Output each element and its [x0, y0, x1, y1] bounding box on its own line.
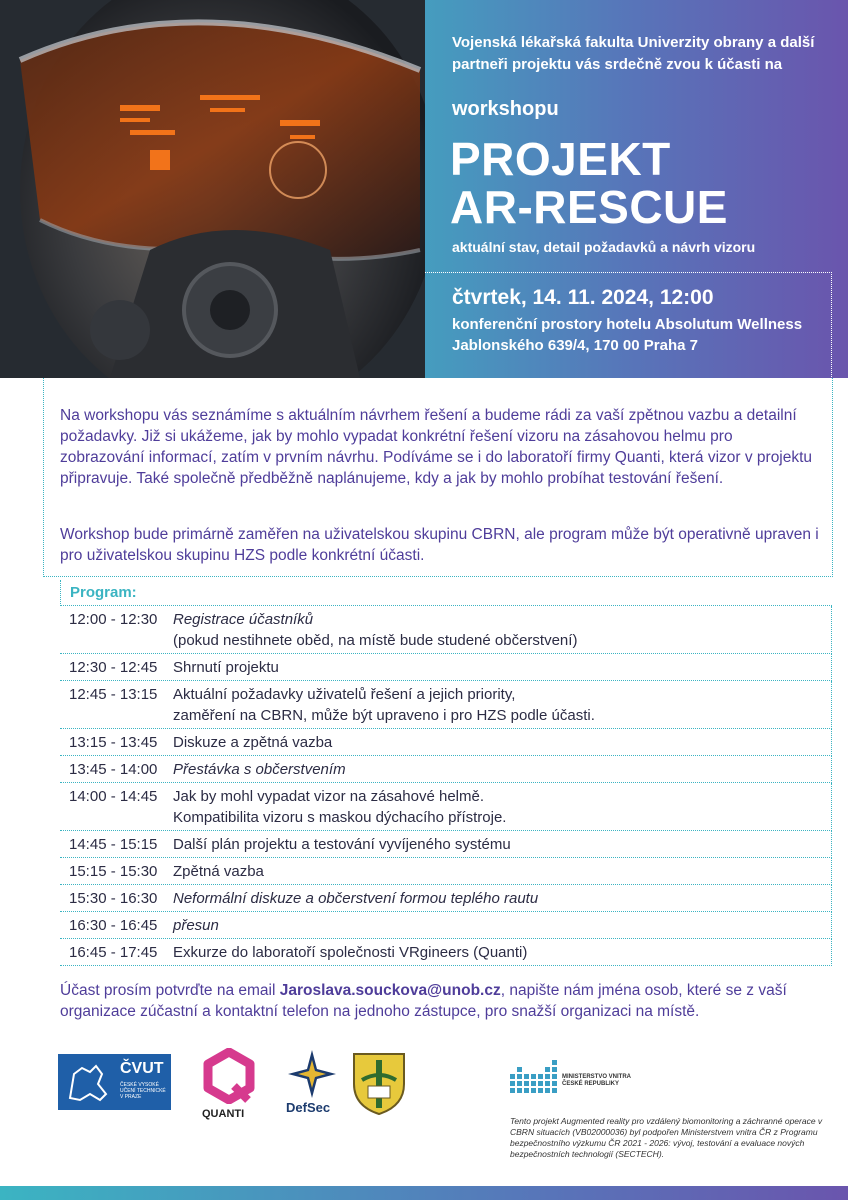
program-row [60, 858, 832, 885]
program-description [173, 609, 831, 651]
program-row [60, 783, 832, 831]
program-time: 14:45 - 15:15 [69, 836, 158, 853]
program-description: Diskuze a zpětná vazba [173, 734, 333, 751]
program-description: Neformální diskuze a občerstvení formou teplého rautu [173, 890, 539, 907]
quanti-q-icon [202, 1048, 256, 1104]
ministry-interior-logo [510, 1060, 631, 1099]
program-item-title: Registrace účastníků [173, 611, 314, 628]
rsvp-prefix: Účast prosím potvrďte na email [60, 982, 280, 999]
cvut-lion-icon [60, 1054, 116, 1110]
venue-address: Jablonského 639/4, 170 00 Praha 7 [452, 337, 698, 354]
rsvp-text [60, 980, 830, 1022]
intro-paragraph-1: Na workshopu vás seznámíme s aktuálním návrhem řešení a budeme rádi za vaší zpětnou vazbu a detailní požadavky. Již si ukážeme, jak by mohlo vypadat konkrétní řešení vizoru na zásahovou helmu pro zobrazování informací, zatím v prvním návrhu. Podíváme se i do laboratoří firmy Quanti, která vizor v projektu připravuje. Také společně předběžně naplánujeme, kdy a jak by mohlo probíhat testování řešení. [60, 407, 813, 487]
cvut-logo-subtext: ČESKÉ VYSOKÉ UČENÍ TECHNICKÉ V PRAZE [120, 1082, 166, 1100]
ministry-label: MINISTERSTVO VNITRA ČESKÉ REPUBLIKY [562, 1074, 631, 1087]
university-defence-shield-logo [350, 1050, 408, 1116]
program-row [60, 831, 832, 858]
program-row [60, 939, 832, 966]
program-description: přesun [173, 917, 219, 934]
program-time: 15:30 - 16:30 [69, 890, 158, 907]
program-description: Další plán projektu a testování vyvíjeného systému [173, 836, 511, 853]
program-time: 15:15 - 15:30 [69, 863, 158, 880]
program-row [60, 885, 832, 912]
program-description [173, 786, 831, 828]
bottom-gradient-bar [0, 1186, 848, 1200]
defsec-logo [284, 1048, 340, 1118]
program-description: Zpětná vazba [173, 863, 264, 880]
program-row [60, 912, 832, 939]
rsvp-suffix: , napište nám jména osob, které se z vaší organizace zúčastní a kontaktní telefon na jednoho zástupce, pro snažší organizaci na místě. [60, 982, 787, 1020]
defsec-logo-text: DefSec [286, 1100, 331, 1115]
program-time: 13:15 - 13:45 [69, 734, 158, 751]
quanti-logo [202, 1048, 256, 1118]
event-venue [452, 314, 802, 356]
program-row [60, 681, 832, 729]
program-time: 12:45 - 13:15 [69, 686, 158, 703]
defsec-star-icon [284, 1048, 340, 1100]
cvut-logo-text: ČVUT [120, 1060, 164, 1077]
program-row [60, 606, 832, 654]
event-details [452, 286, 802, 356]
grant-acknowledgement: Tento projekt Augmented reality pro vzdálený biomonitoring a záchranné operace v CBRN situacích (VB02000036) byl podpořen Ministerstvem vnitra ČR z Programu bezpečnostního výzkumu ČR 2021 - 2026: vývoj, testování a evaluace nových bezpečnostních technologií (SECTECH). [510, 1116, 823, 1159]
program-time: 13:45 - 14:00 [69, 761, 158, 778]
hero-helmet-photo [0, 0, 425, 378]
program-time: 12:30 - 12:45 [69, 659, 158, 676]
program-time: 12:00 - 12:30 [69, 611, 158, 628]
hero-banner [0, 0, 848, 378]
event-date: čtvrtek, 14. 11. 2024, 12:00 [452, 286, 714, 309]
program-item-note: zaměření na CBRN, může být upraveno i pro HZS podle účasti. [173, 707, 595, 724]
shield-icon [350, 1050, 408, 1116]
venue-name: konferenční prostory hotelu Absolutum Wellness [452, 316, 803, 333]
program-description: Exkurze do laboratoří společnosti VRgineers (Quanti) [173, 944, 528, 961]
program-row [60, 654, 832, 681]
rsvp-email-link[interactable]: Jaroslava.souckova@unob.cz [279, 982, 501, 999]
program-item-title: Jak by mohl vypadat vizor na zásahové helmě. [173, 788, 484, 805]
program-item-title: Aktuální požadavky uživatelů řešení a jejich priority, [173, 686, 516, 703]
helmet-illustration [0, 0, 425, 378]
project-title-line1: PROJEKT [450, 133, 671, 185]
program-row [60, 729, 832, 756]
ministry-dots-icon [510, 1060, 558, 1094]
quanti-logo-text: QUANTI [202, 1108, 245, 1120]
program-table [60, 580, 832, 966]
program-time: 16:45 - 17:45 [69, 944, 158, 961]
hero-text-block [452, 32, 832, 255]
invitation-text: Vojenská lékařská fakulta Univerzity obrany a další partneři projektu vás srdečně zvou k účasti na [452, 34, 815, 73]
project-subtitle: aktuální stav, detail požadavků a návrh vizoru [452, 239, 756, 255]
program-description: Shrnutí projektu [173, 659, 279, 676]
cvut-logo [58, 1054, 171, 1110]
program-item-note: Kompatibilita vizoru s maskou dýchacího přístroje. [173, 809, 507, 826]
program-description: Přestávka s občerstvením [173, 761, 346, 778]
workshop-label: workshopu [452, 98, 559, 120]
program-item-note: (pokud nestihnete oběd, na místě bude studené občerstvení) [173, 632, 578, 649]
intro-paragraph-2: Workshop bude primárně zaměřen na uživatelskou skupinu CBRN, ale program může být operativně upraven i pro uživatelskou skupinu HZS podle konkrétní účasti. [60, 526, 819, 564]
project-title [450, 135, 832, 231]
program-row [60, 756, 832, 783]
program-description [173, 684, 831, 726]
project-title-line2: AR-RESCUE [450, 181, 728, 233]
program-time: 16:30 - 16:45 [69, 917, 158, 934]
program-heading: Program: [60, 580, 832, 606]
program-time: 14:00 - 14:45 [69, 788, 158, 805]
